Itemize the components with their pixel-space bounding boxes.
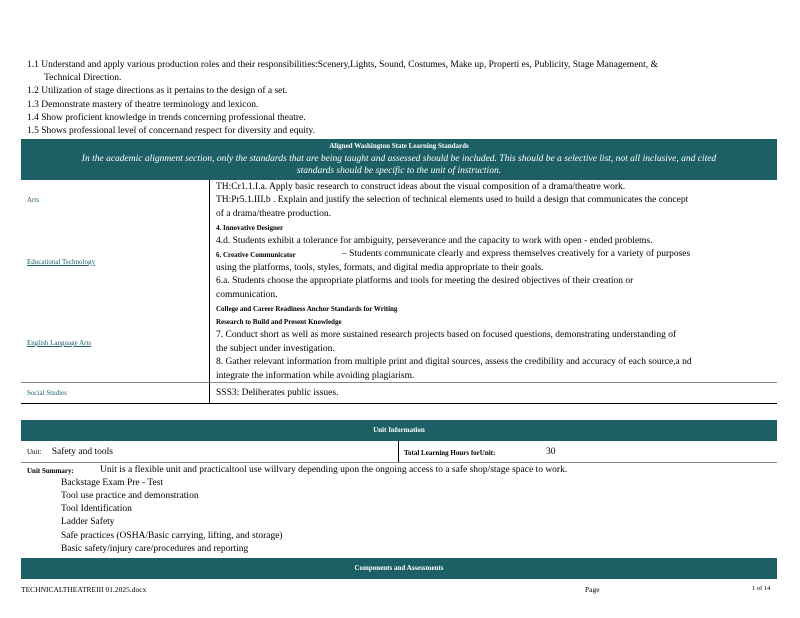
unit-summary-text: Unit is a flexible unit and practicaltool use willvary depending upon the ongoing access to a safe shop/stage space to work. [100,465,568,475]
edtech-heading-creative-communicator: 6. Creative Communicator [216,251,296,259]
summary-item-3: Tool Identification [61,504,132,514]
ela-standard-8: 8. Gather relevant information from multiple print and digital sources, assess the credibility and accuracy of each source,a nd [216,357,692,367]
objective-1-5: 1.5 Shows professional level of concernand respect for diversity and equity. [27,126,315,136]
ela-heading-anchor-standards: College and Career Readiness Anchor Standards for Writing [216,305,398,313]
unit-name: Safety and tools [51,447,113,457]
social-standard-sss3: SSS3: Deliberates public issues. [216,388,339,398]
ela-heading-research: Research to Build and Present Knowledge [216,318,342,326]
aligned-standards-note: In the academic alignment section, only the standards that are being taught and assessed should be included. This should be a selective list, not all inclusive, and cited [81,154,717,164]
edtech-standard-6a-cont: communication. [216,290,278,300]
edtech-standard-4d: 4.d. Students exhibit a tolerance for ambiguity, perseverance and the capacity to work with open - ended problems. [216,236,653,246]
summary-item-2: Tool use practice and demonstration [61,491,199,501]
edtech-standard-6: – Students communicate clearly and express themselves creatively for a variety of purposes [342,249,691,259]
arts-standard-1: TH:Cr1.1.I.a. Apply basic research to construct ideas about the visual composition of a drama/theatre work. [216,182,626,192]
unit-row-bottom [21,462,777,463]
arts-standard-2-cont: of a drama/theatre production. [216,209,332,219]
standards-row-divider [21,382,777,383]
standards-column-divider [209,180,210,404]
aligned-standards-title: Aligned Washington State Learning Standards [329,142,469,150]
objective-1-2: 1.2 Utilization of stage directions as it pertains to the design of a set. [27,86,288,96]
components-assessments-header [21,558,777,579]
unit-label-text: Unit: [27,448,42,456]
subject-english-language-arts: English Language Arts [27,339,92,347]
standards-table-bottom [21,403,777,404]
unit-summary-label: Unit Summary: [27,467,74,475]
objective-1-1: 1.1 Understand and apply various production roles and their responsibilities:Scenery,Lights, Sound, Costumes, Make up, Properti es, Publicity, Stage Management, & [27,60,658,70]
aligned-standards-note-cont: standards should be specific to the unit of instruction. [296,166,502,176]
summary-item-6: Basic safety/injury care/procedures and reporting [61,544,249,554]
summary-item-5: Safe practices (OSHA/Basic carrying, lifting, and storage) [61,531,283,541]
objective-1-4: 1.4 Show proficient knowledge in trends concerning professional theatre. [27,113,306,123]
ela-standard-7-cont: the subject under investigation. [216,344,335,354]
subject-arts: Arts [27,196,40,204]
footer-page-label: Page [585,585,600,594]
total-hours-label: Total Learning Hours forUnit: [404,449,496,457]
unit-information-title: Unit Information [373,426,425,434]
summary-item-4: Ladder Safety [61,517,115,527]
objective-1-1-cont: Technical Direction. [44,73,122,83]
ela-standard-8-cont: integrate the information while avoiding plagiarism. [216,371,415,381]
components-assessments-title: Components and Assessments [354,564,444,572]
edtech-heading-innovative-designer: 4. Innovative Designer [216,224,284,232]
aligned-standards-header [21,139,777,180]
unit-row-divider [398,441,399,463]
edtech-standard-6-cont: using the platforms, tools, styles, formats, and digital media appropriate to their goals. [216,263,544,273]
ela-standard-7: 7. Conduct short as well as more sustained research projects based on focused questions, demonstrating understanding of [216,330,677,340]
edtech-standard-6a: 6.a. Students choose the appropriate platforms and tools for meeting the desired objectives of their creation or [216,276,634,286]
summary-item-1: Backstage Exam Pre - Test [61,478,164,488]
subject-social-studies: Social Studies [27,389,67,397]
subject-educational-technology: Educational Technology [27,258,96,266]
unit-information-header [21,420,777,441]
objective-1-3: 1.3 Demonstrate mastery of theatre terminology and lexicon. [27,100,259,110]
total-hours-value: 30 [546,447,556,457]
footer-page-count: 1 of 14 [752,585,771,592]
arts-standard-2: TH:Pr5.1.III.b . Explain and justify the selection of technical elements used to build a design that communicates the concept [216,195,689,205]
footer-filename: TECHNICALTHEATREIII 01.2025.docx [21,585,147,594]
unit-label [27,447,113,457]
